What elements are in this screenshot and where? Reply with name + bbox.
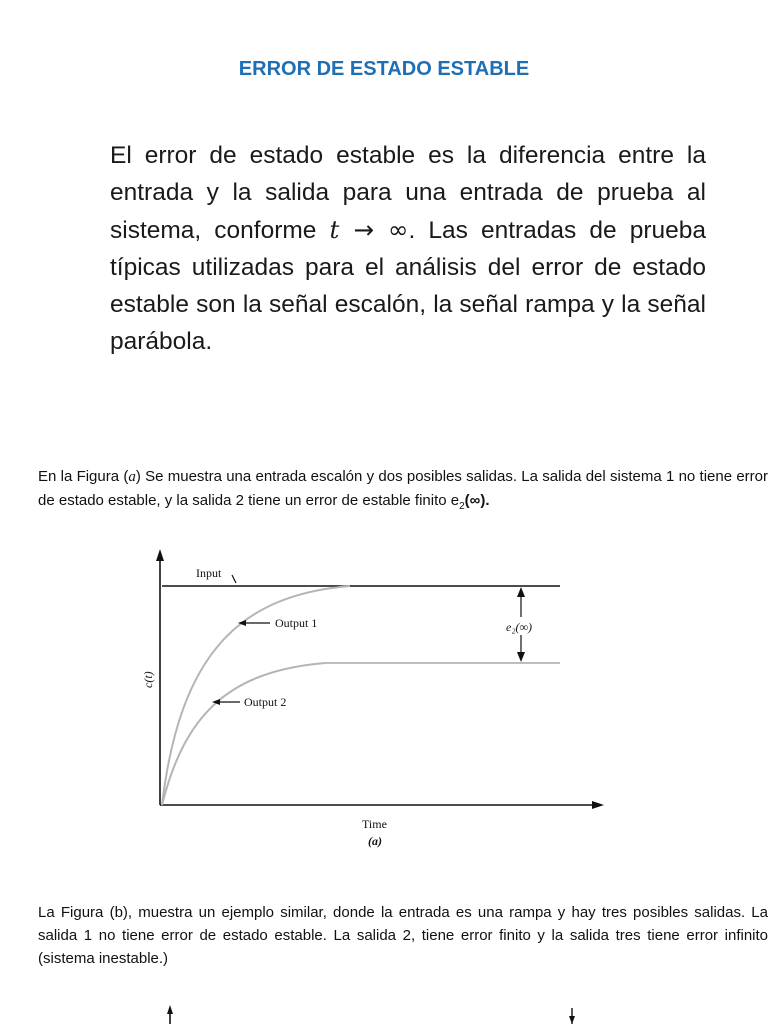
input-label: Input [196,566,222,580]
y-axis-label: c(t) [141,671,155,688]
intro-paragraph [110,137,706,360]
para1-figure-letter: a [128,469,136,485]
figure-b-y-axis-left-arrow [167,1005,173,1014]
figure-b-top-edge [140,1000,620,1024]
output-1-label: Output 1 [275,616,318,630]
input-pointer [232,575,236,583]
para1-after: ) Se muestra una entrada escalón y dos posibles salidas. La salida del sistema 1 no tiene error de estado estable, y la salida 2 tiene un error de estable finito [38,468,768,509]
error-label: e₂(∞) [506,620,533,634]
error-marker-arrow-up [517,587,525,597]
para1-before: En la Figura ( [38,468,129,485]
intro-text-part1: El error de estado estable es la diferencia entre la entrada y la salida para una entrada de prueba al sistema, conforme [110,142,706,244]
math-arrow-infinity: → ∞ [339,215,409,244]
figure-b-marker-right-arrow [569,1016,575,1024]
para1-error-symbol: $e_2(\infty)$. [450,492,490,512]
error-marker-arrow-down [517,652,525,662]
output-2-curve [162,663,325,805]
y-axis-arrow [156,549,164,561]
x-axis-label: Time [362,817,387,831]
output-2-label: Output 2 [244,695,287,709]
figure-b-description: La Figura (b), muestra un ejemplo similar, donde la entrada es una rampa y hay tres posibles salidas. La salida 1 no tiene error de estado estable. La salida 2, tiene error finito y la salida tres tiene error infinito (sistema inestable.) [38,904,768,967]
figure-a-description [38,465,768,512]
figure-caption: (a) [368,834,382,848]
math-variable-t: t [329,215,340,244]
x-axis-arrow [592,801,604,809]
page-title: ERROR DE ESTADO ESTABLE [238,58,530,80]
intro-text-part2: . Las entradas de prueba típicas utilizadas para el análisis del error de estado estable son la señal escalón, la señal rampa y la señal parábola. [110,217,707,355]
figure-a-step-response [140,543,620,853]
